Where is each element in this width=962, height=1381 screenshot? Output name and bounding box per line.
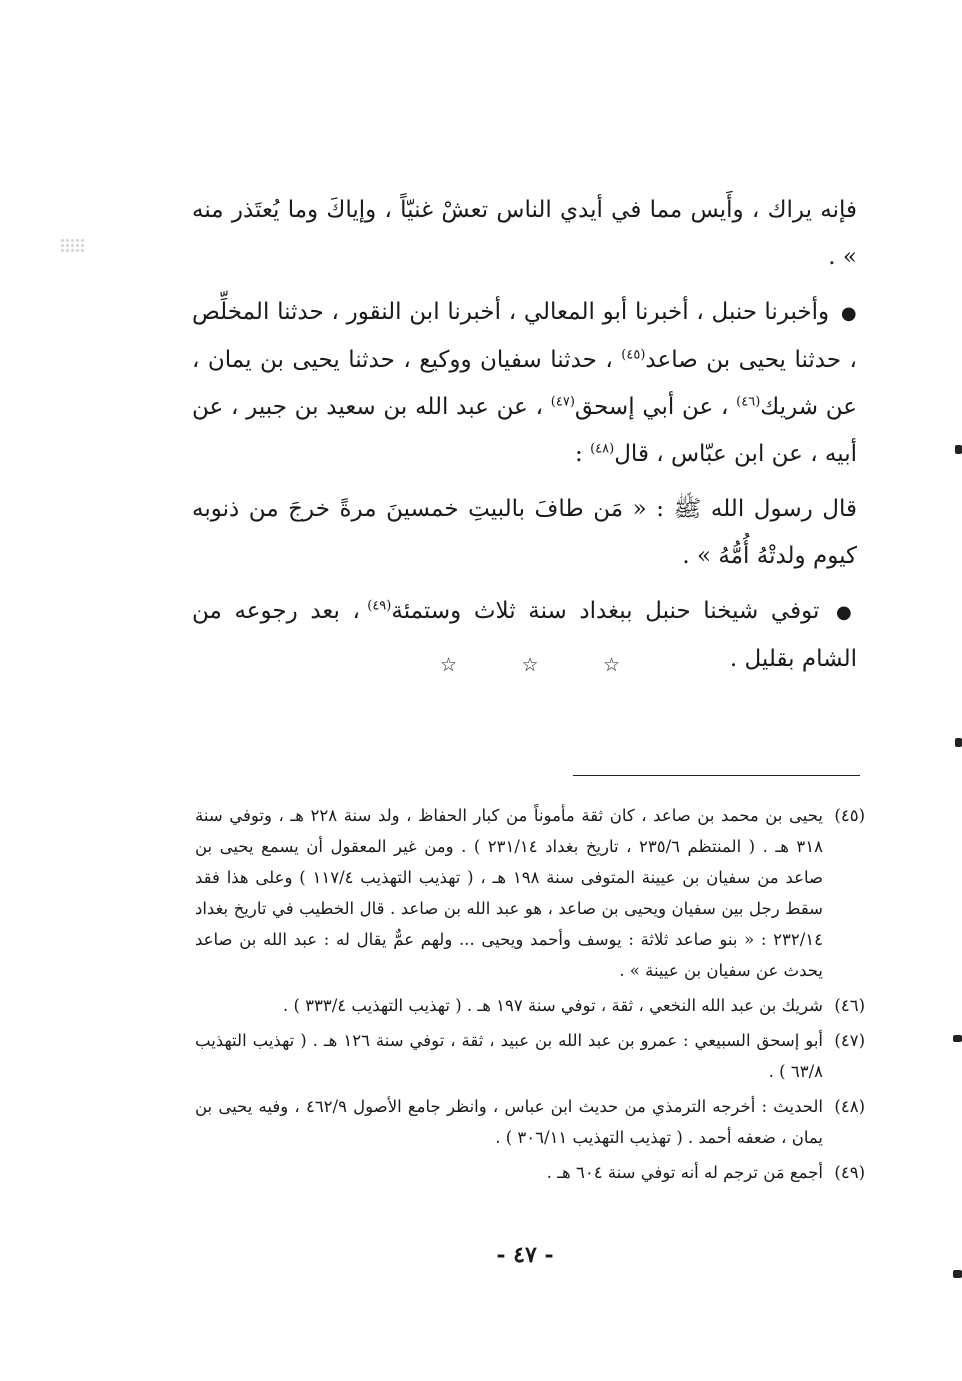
footnote-number: (٤٨)	[834, 1097, 865, 1116]
scan-edge-mark	[955, 738, 962, 747]
footnote-separator	[573, 775, 860, 776]
main-text	[192, 187, 857, 683]
bullet-icon: ●	[835, 602, 857, 623]
footnote-item	[195, 1091, 865, 1153]
paper-smudge	[60, 238, 86, 252]
scan-edge-mark	[955, 445, 962, 454]
footnote-number: (٤٧)	[834, 1031, 865, 1050]
footnote-text: يحيى بن محمد بن صاعد ، كان ثقة مأموناً من كبار الحفاظ ، ولد سنة ٢٢٨ هـ ، وتوفي سنة ٣١٨ هـ . ( المنتظم ٢٣٥/٦ ، تاريخ بغداد ٢٣١/١٤ ) . ومن غير المعقول أن يسمع يحيى بن صاعد من سفيان بن عيينة المتوفى سنة ١٩٨ هـ ، ( تهذيب التهذيب ١١٧/٤ ) وعلى هذا فقد سقط رجل بين سفيان ويحيى بن صاعد ، هو عبد الله بن صاعد . قال الخطيب في تاريخ بغداد ٢٣٢/١٤ : « بنو صاعد ثلاثة : يوسف وأحمد ويحيى ... ولهم عمٌّ يقال له : عبد الله بن صاعد يحدث عن سفيان بن عيينة » .	[195, 806, 823, 980]
footnote-item	[195, 990, 865, 1021]
paragraph-text: وأخبرنا حنبل ، أخبرنا أبو المعالي ، أخبرنا ابن النقور ، حدثنا المخلِّص ، حدثنا يحيى بن صاعد	[192, 299, 857, 373]
footnote-item	[195, 1025, 865, 1087]
paragraph-text: ، بعد رجوعه من الشام بقليل .	[192, 598, 857, 672]
footnote-ref-49[interactable]: (٤٩)	[367, 598, 392, 614]
footnote-ref-46[interactable]: (٤٦)	[736, 394, 761, 410]
line-text: فإنه يراك ، وأَيس مما في أيدي الناس تعشْ غنيّاً ، وإياكَ وما يُعتَذر منه » .	[192, 197, 857, 270]
paragraph-continuation	[192, 187, 857, 281]
scan-edge-mark	[953, 1270, 962, 1278]
paragraph-text: ، حدثنا سفيان ووكيع ، حدثنا يحيى بن يمان ، عن شريك	[192, 347, 857, 420]
footnote-number: (٤٦)	[834, 996, 865, 1015]
bullet-icon: ●	[840, 303, 857, 324]
footnote-text: أبو إسحق السبيعي : عمرو بن عبد الله بن عبيد ، ثقة ، توفي سنة ١٢٦ هـ . ( تهذيب التهذيب ٦٣/٨ ) .	[195, 1031, 823, 1081]
paragraph-text: :	[575, 441, 591, 467]
star-icon: ☆	[602, 654, 620, 676]
footnote-ref-48[interactable]: (٤٨)	[590, 441, 615, 457]
footnote-number: (٤٥)	[834, 806, 865, 825]
section-divider-stars	[440, 654, 620, 676]
footnote-text: الحديث : أخرجه الترمذي من حديث ابن عباس ، وانظر جامع الأصول ٤٦٢/٩ ، وفيه يحيى بن يمان ، ضعفه أحمد . ( تهذيب التهذيب ٣٠٦/١١ ) .	[195, 1097, 823, 1147]
paragraph-text: توفي شيخنا حنبل ببغداد سنة ثلاث وستمئة	[391, 598, 820, 624]
footnote-ref-47[interactable]: (٤٧)	[550, 394, 575, 410]
paragraph-text: قال رسول الله ﷺ : « مَن طافَ بالبيتِ خمسينَ مرةً خرجَ من ذنوبه كيوم ولدتْهُ أُمُّهُ » .	[192, 496, 857, 569]
scan-edge-mark	[953, 1035, 962, 1042]
star-icon: ☆	[440, 654, 458, 676]
footnote-item	[195, 1157, 865, 1188]
footnote-text: أجمع مَن ترجم له أنه توفي سنة ٦٠٤ هـ .	[546, 1163, 823, 1182]
footnotes	[195, 800, 865, 1188]
paragraph-text: ، عن أبي إسحق	[574, 394, 737, 420]
paragraph-isnad	[192, 289, 857, 478]
footnote-number: (٤٩)	[834, 1163, 865, 1182]
star-icon: ☆	[521, 654, 539, 676]
footnote-text: شريك بن عبد الله النخعي ، ثقة ، توفي سنة ١٩٧ هـ . ( تهذيب التهذيب ٣٣٣/٤ ) .	[282, 996, 823, 1015]
paragraph-text: ، عن عبد الله بن سعيد بن جبير ، عن أبيه ، عن ابن عبّاس ، قال	[192, 394, 857, 467]
footnote-ref-45[interactable]: (٤٥)	[621, 347, 646, 363]
paragraph-hadith	[192, 486, 857, 580]
footnote-item	[195, 800, 865, 986]
page-number: - ٤٧ -	[496, 1242, 554, 1268]
